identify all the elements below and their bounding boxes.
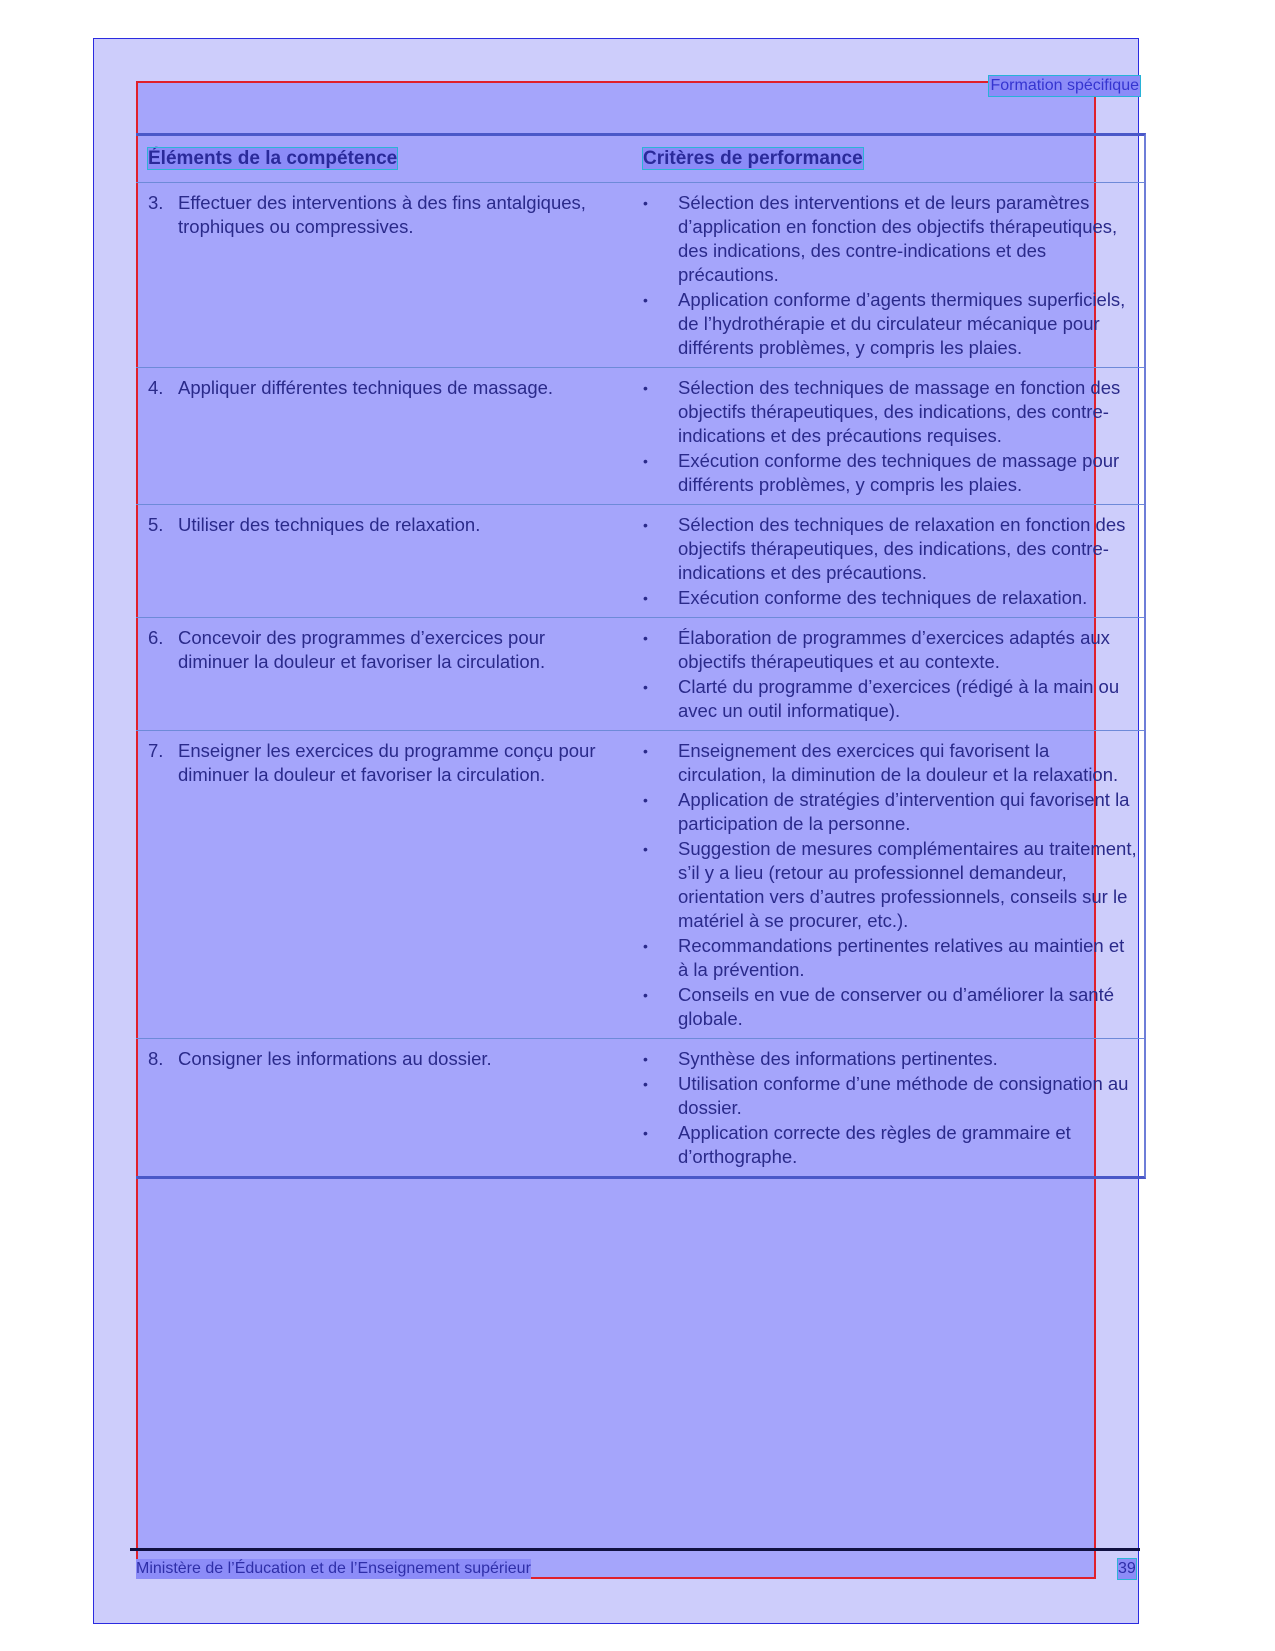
competence-element — [148, 191, 603, 239]
bullet-icon: • — [643, 792, 648, 808]
criterion-text: Sélection des techniques de massage en fonction des objectifs thérapeutiques, des indications, des contre-indications et des précautions requises. — [678, 377, 1121, 446]
element-cell — [136, 191, 643, 361]
element-number: 8. — [148, 1048, 164, 1069]
footer-rule — [130, 1548, 1140, 1551]
element-text: Effectuer des interventions à des fins antalgiques, trophiques ou compressives. — [178, 192, 586, 237]
page-number: 39 — [1118, 1560, 1136, 1577]
competence-element — [148, 739, 603, 787]
element-text: Appliquer différentes techniques de massage. — [178, 377, 554, 398]
bullet-icon: • — [643, 630, 648, 646]
bullet-icon: • — [643, 292, 648, 308]
bullet-icon: • — [643, 938, 648, 954]
table-row — [136, 618, 1144, 731]
competence-element — [148, 376, 603, 400]
criterion-item — [643, 288, 1138, 360]
element-text: Enseigner les exercices du programme conçu pour diminuer la douleur et favoriser la circulation. — [178, 740, 596, 785]
criterion-item — [643, 1072, 1138, 1120]
element-cell — [136, 739, 643, 1032]
bullet-icon: • — [643, 590, 648, 606]
criterion-text: Application correcte des règles de grammaire et d’orthographe. — [678, 1122, 1071, 1167]
competence-element — [148, 626, 603, 674]
element-number: 6. — [148, 627, 164, 648]
criterion-item — [643, 449, 1138, 497]
table-header-row — [136, 136, 1144, 183]
table-row — [136, 183, 1144, 368]
bullet-icon: • — [643, 453, 648, 469]
bullet-icon: • — [643, 195, 648, 211]
criterion-item — [643, 376, 1138, 448]
element-text: Consigner les informations au dossier. — [178, 1048, 492, 1069]
table-row — [136, 368, 1144, 505]
element-number: 5. — [148, 514, 164, 535]
bullet-icon: • — [643, 1051, 648, 1067]
criterion-item — [643, 586, 1138, 610]
bullet-icon: • — [643, 1076, 648, 1092]
criteria-cell — [643, 626, 1138, 724]
bullet-icon: • — [643, 841, 648, 857]
criterion-text: Clarté du programme d’exercices (rédigé à la main ou avec un outil informatique). — [678, 676, 1120, 721]
criterion-text: Exécution conforme des techniques de massage pour différents problèmes, y compris les plaies. — [678, 450, 1120, 495]
criterion-item — [643, 1047, 1138, 1071]
bullet-icon: • — [643, 987, 648, 1003]
bullet-icon: • — [643, 1125, 648, 1141]
criterion-item — [643, 1121, 1138, 1169]
criterion-text: Sélection des techniques de relaxation en fonction des objectifs thérapeutiques, des indications, des contre-indications et des précautions. — [678, 514, 1126, 583]
bullet-icon: • — [643, 517, 648, 533]
criterion-text: Recommandations pertinentes relatives au maintien et à la prévention. — [678, 935, 1125, 980]
table-row — [136, 505, 1144, 618]
column-header-elements: Éléments de la compétence — [148, 148, 398, 169]
criterion-item — [643, 788, 1138, 836]
table-body — [136, 183, 1144, 1176]
element-number: 7. — [148, 740, 164, 761]
bullet-icon: • — [643, 679, 648, 695]
competence-element — [148, 1047, 603, 1071]
table-row — [136, 1039, 1144, 1176]
element-text: Utiliser des techniques de relaxation. — [178, 514, 481, 535]
criterion-text: Conseils en vue de conserver ou d’améliorer la santé globale. — [678, 984, 1115, 1029]
criteria-cell — [643, 513, 1138, 611]
criterion-item — [643, 626, 1138, 674]
element-cell — [136, 376, 643, 498]
criterion-item — [643, 983, 1138, 1031]
criterion-item — [643, 739, 1138, 787]
running-header: Formation spécifique — [988, 75, 1141, 97]
bullet-icon: • — [643, 743, 648, 759]
column-header-criteria: Critères de performance — [643, 148, 863, 169]
criterion-text: Suggestion de mesures complémentaires au traitement, s’il y a lieu (retour au professionnel demandeur, orientation vers d’autres professionnels, conseils sur le matériel à se procurer, etc.). — [678, 838, 1137, 931]
criterion-item — [643, 513, 1138, 585]
criteria-cell — [643, 376, 1138, 498]
element-text: Concevoir des programmes d’exercices pour diminuer la douleur et favoriser la circulation. — [178, 627, 546, 672]
criteria-cell — [643, 1047, 1138, 1170]
element-cell — [136, 513, 643, 611]
criteria-cell — [643, 191, 1138, 361]
criterion-item — [643, 191, 1138, 287]
criterion-item — [643, 675, 1138, 723]
competence-table — [136, 133, 1146, 1179]
competence-element — [148, 513, 603, 537]
criterion-item — [643, 837, 1138, 933]
criterion-text: Enseignement des exercices qui favorisent la circulation, la diminution de la douleur et la relaxation. — [678, 740, 1119, 785]
criterion-text: Sélection des interventions et de leurs paramètres d’application en fonction des objectifs thérapeutiques, des indications, des contre-indications et des précautions. — [678, 192, 1118, 285]
element-cell — [136, 1047, 643, 1170]
criterion-item — [643, 934, 1138, 982]
criterion-text: Élaboration de programmes d’exercices adaptés aux objectifs thérapeutiques et au contexte. — [678, 627, 1110, 672]
table-row — [136, 731, 1144, 1039]
footer-ministry: Ministère de l’Éducation et de l’Enseignement supérieur — [136, 1560, 531, 1577]
bullet-icon: • — [643, 380, 648, 396]
criterion-text: Application conforme d’agents thermiques superficiels, de l’hydrothérapie et du circulateur mécanique pour différents problèmes, y compris les plaies. — [678, 289, 1126, 358]
criterion-text: Utilisation conforme d’une méthode de consignation au dossier. — [678, 1073, 1129, 1118]
criterion-text: Exécution conforme des techniques de relaxation. — [678, 587, 1088, 608]
criteria-cell — [643, 739, 1138, 1032]
element-cell — [136, 626, 643, 724]
element-number: 4. — [148, 377, 164, 398]
element-number: 3. — [148, 192, 164, 213]
criterion-text: Synthèse des informations pertinentes. — [678, 1048, 998, 1069]
criterion-text: Application de stratégies d’intervention qui favorisent la participation de la personne. — [678, 789, 1130, 834]
